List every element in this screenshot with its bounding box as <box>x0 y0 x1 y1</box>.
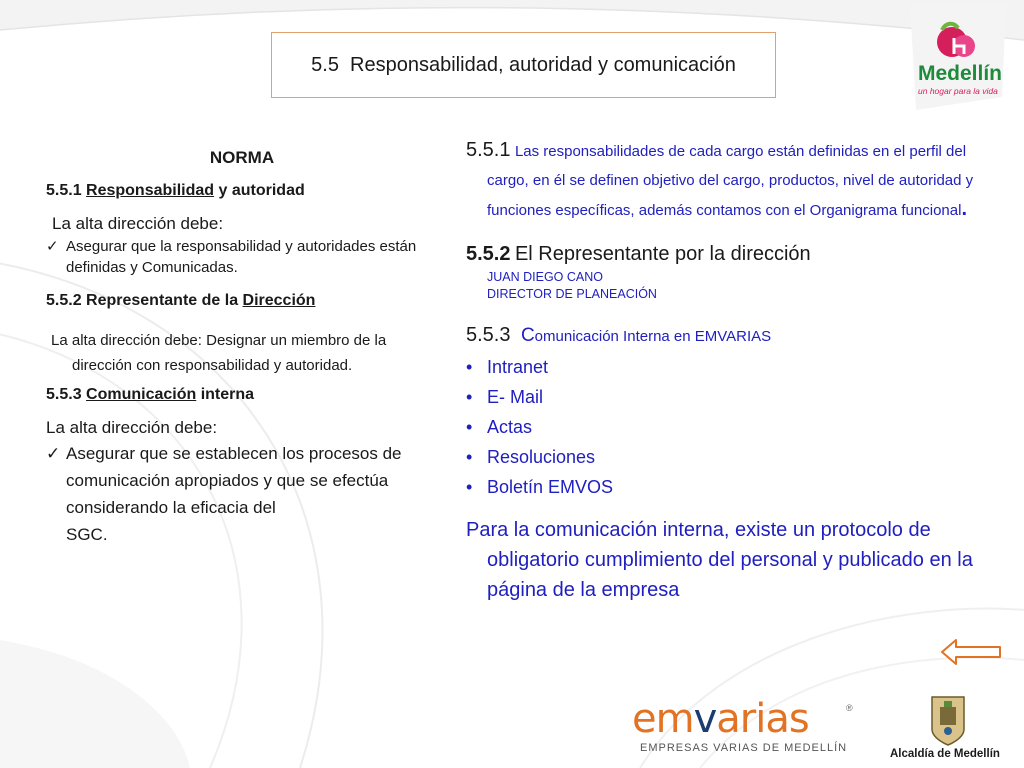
section-551-intro: La alta dirección debe: <box>52 214 224 233</box>
list-item: • Boletín EMVOS <box>466 472 986 502</box>
section-553-check-text: Asegurar que se establecen los procesos de comunicación apropiados y que se efectúa considerando la eficacia del <box>66 444 402 517</box>
section-552-number: 5.5.2 Representante de la <box>46 292 243 309</box>
emvarias-wordmark: emvarias <box>632 696 809 742</box>
list-item: • Intranet <box>466 352 986 382</box>
item-553 <box>466 320 986 502</box>
section-552-heading <box>46 292 446 310</box>
section-553-check-end: SGC. <box>66 525 108 544</box>
bullet-icon: • <box>466 447 473 467</box>
alcaldia-logo <box>888 693 1018 765</box>
item-552 <box>466 241 986 303</box>
section-552-text: La alta dirección debe: Designar un miembro de la dirección con responsabilidad y autoridad. <box>51 332 387 374</box>
coat-of-arms-icon <box>888 693 1018 748</box>
item-552-title: El Representante por la dirección <box>514 243 811 265</box>
closing-paragraph: Para la comunicación interna, existe un protocolo de obligatorio cumplimiento del personal y publicado en la página de la empresa <box>466 519 973 601</box>
section-551-underlined: Responsabilidad <box>86 182 215 199</box>
medellin-logo-name: Medellín <box>918 62 1003 85</box>
norma-column <box>46 148 446 548</box>
registered-mark: ® <box>846 703 853 713</box>
implementation-column <box>466 136 986 605</box>
section-553-heading <box>46 386 446 404</box>
medellin-logo <box>902 2 1012 117</box>
item-551-end: . <box>961 198 967 220</box>
section-551-check-text: Asegurar que la responsabilidad y autoridades están definidas y Comunicadas. <box>66 238 417 276</box>
section-553-intro: La alta dirección debe: <box>46 418 218 437</box>
list-item: • Actas <box>466 412 986 442</box>
checkmark-icon: ✓ <box>46 444 61 463</box>
section-552-underlined: Dirección <box>242 292 316 309</box>
communication-channels-list <box>466 352 986 502</box>
norma-heading: NORMA <box>209 148 275 167</box>
section-553-underlined: Comunicación <box>86 386 197 403</box>
section-553-check-item <box>46 440 446 548</box>
list-item: • Resoluciones <box>466 442 986 472</box>
bullet-icon: • <box>466 477 473 497</box>
section-551-rest: y autoridad <box>214 182 305 199</box>
item-553-title: omunicación Interna en EMVARIAS <box>534 328 772 345</box>
list-item: • E- Mail <box>466 382 986 412</box>
slide-title-box <box>271 32 776 98</box>
bullet-icon: • <box>466 387 473 407</box>
medellin-logo-tagline: un hogar para la vida <box>918 86 998 96</box>
slide-title: 5.5 Responsabilidad, autoridad y comunicación <box>311 53 736 76</box>
item-551 <box>466 136 992 225</box>
item-552-role: DIRECTOR DE PLANEACIÓN <box>487 287 657 301</box>
emvarias-logo <box>632 695 862 760</box>
item-552-name: JUAN DIEGO CANO <box>487 270 603 284</box>
section-551-check-item <box>46 236 446 278</box>
bullet-icon: • <box>466 357 473 377</box>
item-552-number: 5.5.2 <box>466 243 511 265</box>
section-553-rest: interna <box>196 386 255 403</box>
emvarias-subtitle: EMPRESAS VARIAS DE MEDELLÍN <box>640 742 848 754</box>
left-arrow-icon[interactable] <box>940 638 1002 666</box>
section-551-number: 5.5.1 <box>46 182 87 199</box>
item-551-number: 5.5.1 <box>466 139 511 161</box>
bullet-icon: • <box>466 417 473 437</box>
section-551-heading <box>46 182 446 200</box>
section-553-number: 5.5.3 <box>46 386 87 403</box>
alcaldia-label: Alcaldía de Medellín <box>890 748 1000 760</box>
item-551-text: Las responsabilidades de cada cargo están definidas en el perfil del cargo, en él se definen objetivo del cargo, productos, nivel de autoridad y funciones específicas, además contamos con el Organigrama funcional <box>487 143 974 219</box>
checkmark-icon: ✓ <box>46 238 59 255</box>
item-553-initial: C <box>520 325 535 346</box>
item-553-number: 5.5.3 <box>466 324 511 346</box>
